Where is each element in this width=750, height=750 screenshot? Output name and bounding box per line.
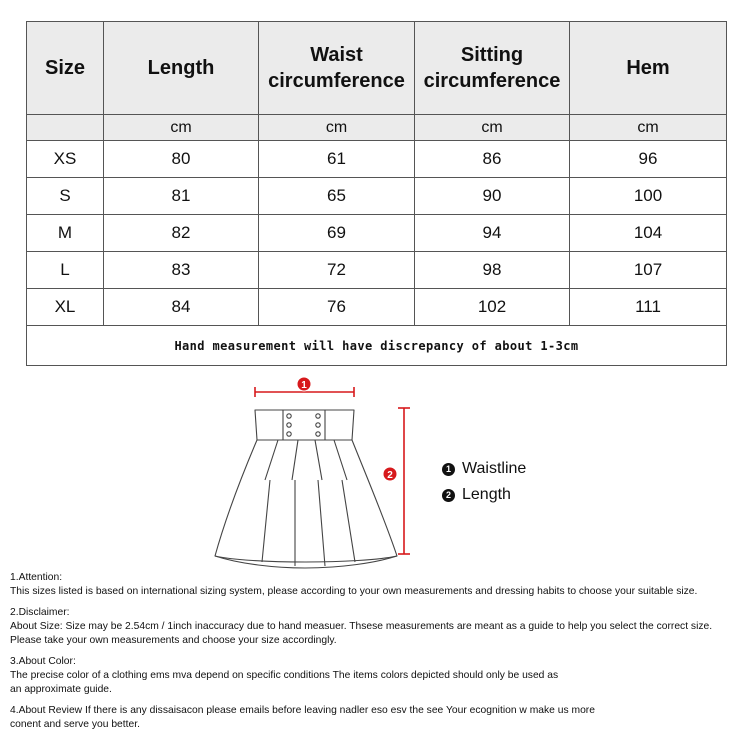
unit-cell: cm xyxy=(259,115,415,141)
note-line: conent and serve you better. xyxy=(10,719,140,730)
hem-cell: 100 xyxy=(570,178,727,215)
header-waist xyxy=(259,22,415,115)
note-line: The precise color of a clothing ems mva depend on specific conditions The items colors depicted should only be used as xyxy=(10,670,559,681)
waist-cell: 65 xyxy=(259,178,415,215)
hem-cell: 104 xyxy=(570,215,727,252)
waist-cell: 69 xyxy=(259,215,415,252)
sitting-cell: 102 xyxy=(415,289,570,326)
hem-cell: 107 xyxy=(570,252,727,289)
note-line: About Size: Size may be 2.54cm / 1inch inaccuracy due to hand measuer. Thsese measurements are meant as a guide to help you select the correct size. xyxy=(10,621,713,632)
note-line: an approximate guide. xyxy=(10,684,112,695)
size-cell: L xyxy=(27,252,104,289)
size-cell: S xyxy=(27,178,104,215)
legend-item-length xyxy=(442,482,526,508)
unit-cell xyxy=(27,115,104,141)
legend-label: Length xyxy=(462,486,511,503)
legend-item-waistline xyxy=(442,456,526,482)
size-cell: M xyxy=(27,215,104,252)
unit-cell: cm xyxy=(570,115,727,141)
table-row xyxy=(27,141,727,178)
legend-label: Waistline xyxy=(462,460,527,477)
marker-2-label: 2 xyxy=(387,470,393,481)
table-row xyxy=(27,289,727,326)
note-review xyxy=(10,704,750,732)
notes-section xyxy=(10,571,750,739)
note-disclaimer xyxy=(10,606,750,648)
diagram-legend xyxy=(442,456,526,508)
note-color xyxy=(10,655,750,697)
unit-cell: cm xyxy=(104,115,259,141)
waist-cell: 76 xyxy=(259,289,415,326)
skirt-diagram xyxy=(200,370,430,570)
note-line: 3.About Color: xyxy=(10,656,76,667)
note-line: 1.Attention: xyxy=(10,572,63,583)
length-cell: 81 xyxy=(104,178,259,215)
hem-cell: 96 xyxy=(570,141,727,178)
skirt-illustration xyxy=(215,410,397,568)
table-row xyxy=(27,178,727,215)
legend-number: 1 xyxy=(442,463,455,476)
header-waist-text: Waist circumference xyxy=(268,44,405,92)
length-cell: 82 xyxy=(104,215,259,252)
header-sitting xyxy=(415,22,570,115)
header-sitting-text: Sitting circumference xyxy=(423,44,561,92)
length-cell: 80 xyxy=(104,141,259,178)
sitting-cell: 94 xyxy=(415,215,570,252)
size-chart-table xyxy=(26,21,727,366)
length-cell: 83 xyxy=(104,252,259,289)
sitting-cell: 86 xyxy=(415,141,570,178)
size-cell: XL xyxy=(27,289,104,326)
waist-cell: 72 xyxy=(259,252,415,289)
marker-2 xyxy=(383,467,397,481)
hem-cell: 111 xyxy=(570,289,727,326)
note-line: 4.About Review If there is any dissaisacon please emails before leaving nadler eso esv the see Your ecognition w make us more xyxy=(10,705,595,716)
note-attention xyxy=(10,571,750,599)
marker-1-label: 1 xyxy=(301,380,307,391)
size-cell: XS xyxy=(27,141,104,178)
header-size: Size xyxy=(27,22,104,115)
unit-cell: cm xyxy=(415,115,570,141)
legend-number: 2 xyxy=(442,489,455,502)
measurement-note: Hand measurement will have discrepancy of about 1-3cm xyxy=(27,326,727,366)
table-row xyxy=(27,252,727,289)
waist-cell: 61 xyxy=(259,141,415,178)
note-line: This sizes listed is based on international sizing system, please according to your own measurements and dressing habits to choose your suitable size. xyxy=(10,586,698,597)
note-row xyxy=(27,326,727,366)
length-cell: 84 xyxy=(104,289,259,326)
note-line: 2.Disclaimer: xyxy=(10,607,70,618)
marker-1 xyxy=(297,377,311,391)
sitting-cell: 98 xyxy=(415,252,570,289)
sitting-cell: 90 xyxy=(415,178,570,215)
header-hem: Hem xyxy=(570,22,727,115)
header-length: Length xyxy=(104,22,259,115)
table-row xyxy=(27,215,727,252)
note-line: Please take your own measurements and choose your size accordingly. xyxy=(10,635,337,646)
unit-row xyxy=(27,115,727,141)
header-row xyxy=(27,22,727,115)
